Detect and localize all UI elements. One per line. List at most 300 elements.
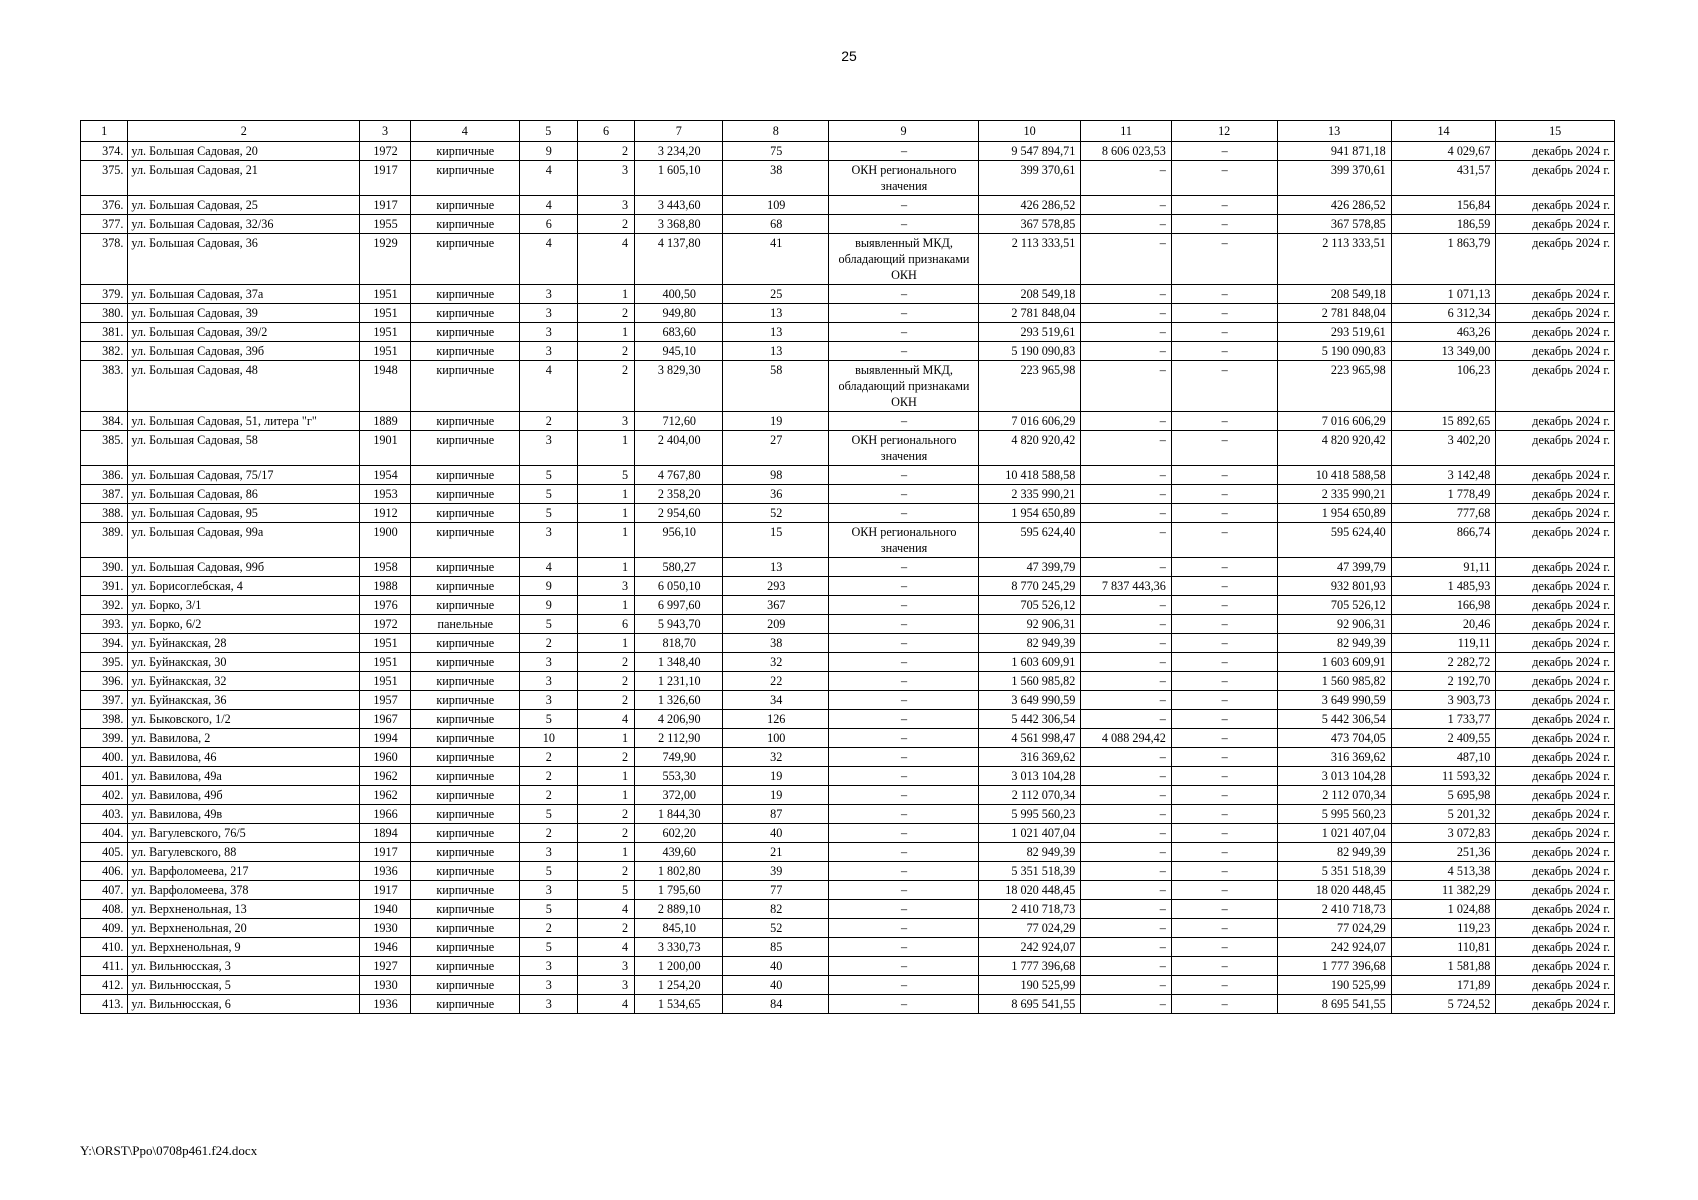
cell-completion-date: декабрь 2024 г.: [1496, 323, 1615, 342]
cell-cost-per-unit: 13 349,00: [1391, 342, 1496, 361]
table-row: [81, 215, 1615, 234]
cell-cost-col-11: –: [1081, 466, 1172, 485]
cell-cost-per-unit: 156,84: [1391, 196, 1496, 215]
cell-wall-material: кирпичные: [410, 672, 519, 691]
cell-floors: 5: [519, 938, 577, 957]
cell-entrances: 1: [577, 285, 634, 304]
cell-year-built: 1927: [360, 957, 411, 976]
cell-wall-material: кирпичные: [410, 824, 519, 843]
cell-cost-col-13: 2 410 718,73: [1277, 900, 1391, 919]
cell-entrances: 4: [577, 900, 634, 919]
cell-cost-col-13: 92 906,31: [1277, 615, 1391, 634]
cell-residents: 13: [723, 304, 829, 323]
cell-cost-per-unit: 106,23: [1391, 361, 1496, 412]
table-row: [81, 558, 1615, 577]
cell-row-number: 391.: [81, 577, 128, 596]
table-row: [81, 748, 1615, 767]
cell-completion-date: декабрь 2024 г.: [1496, 485, 1615, 504]
cell-cost-col-12: –: [1171, 672, 1277, 691]
cell-cost-per-unit: 11 593,32: [1391, 767, 1496, 786]
cell-wall-material: кирпичные: [410, 304, 519, 323]
file-path-footer: Y:\ORST\Ppo\0708p461.f24.docx: [80, 1143, 258, 1158]
cell-total-area: 749,90: [635, 748, 723, 767]
cell-completion-date: декабрь 2024 г.: [1496, 215, 1615, 234]
cell-year-built: 1972: [360, 615, 411, 634]
cell-entrances: 2: [577, 691, 634, 710]
cell-entrances: 1: [577, 843, 634, 862]
cell-floors: 2: [519, 767, 577, 786]
cell-floors: 5: [519, 710, 577, 729]
table-row: [81, 938, 1615, 957]
cell-cost-col-13: 595 624,40: [1277, 523, 1391, 558]
cell-row-number: 404.: [81, 824, 128, 843]
cell-cost-col-13: 208 549,18: [1277, 285, 1391, 304]
cell-cost-per-unit: 431,57: [1391, 161, 1496, 196]
cell-total-area: 3 234,20: [635, 142, 723, 161]
cell-wall-material: кирпичные: [410, 653, 519, 672]
cell-cost-col-12: –: [1171, 234, 1277, 285]
cell-floors: 3: [519, 342, 577, 361]
cell-address: ул. Борко, 3/1: [128, 596, 360, 615]
cell-cost-per-unit: 777,68: [1391, 504, 1496, 523]
cell-row-number: 388.: [81, 504, 128, 523]
cell-cost-col-12: –: [1171, 361, 1277, 412]
cell-residents: 38: [723, 161, 829, 196]
cell-row-number: 389.: [81, 523, 128, 558]
cell-total-cost: 399 370,61: [978, 161, 1080, 196]
column-number-5: 5: [519, 121, 577, 142]
cell-row-number: 403.: [81, 805, 128, 824]
cell-cost-col-11: –: [1081, 824, 1172, 843]
cell-cost-per-unit: 1 778,49: [1391, 485, 1496, 504]
cell-heritage-status: –: [829, 285, 979, 304]
cell-residents: 19: [723, 786, 829, 805]
cell-floors: 9: [519, 596, 577, 615]
cell-address: ул. Большая Садовая, 37а: [128, 285, 360, 304]
cell-year-built: 1954: [360, 466, 411, 485]
cell-completion-date: декабрь 2024 г.: [1496, 957, 1615, 976]
cell-total-area: 1 844,30: [635, 805, 723, 824]
cell-completion-date: декабрь 2024 г.: [1496, 900, 1615, 919]
cell-address: ул. Буйнакская, 36: [128, 691, 360, 710]
table-row: [81, 729, 1615, 748]
cell-year-built: 1946: [360, 938, 411, 957]
cell-total-area: 2 954,60: [635, 504, 723, 523]
table-row: [81, 431, 1615, 466]
cell-residents: 100: [723, 729, 829, 748]
table-row: [81, 577, 1615, 596]
cell-cost-col-13: 2 781 848,04: [1277, 304, 1391, 323]
cell-completion-date: декабрь 2024 г.: [1496, 285, 1615, 304]
cell-address: ул. Большая Садовая, 75/17: [128, 466, 360, 485]
cell-cost-col-11: –: [1081, 412, 1172, 431]
cell-heritage-status: –: [829, 615, 979, 634]
cell-year-built: 1951: [360, 672, 411, 691]
cell-heritage-status: –: [829, 824, 979, 843]
cell-residents: 32: [723, 653, 829, 672]
cell-cost-per-unit: 110,81: [1391, 938, 1496, 957]
cell-cost-col-11: –: [1081, 161, 1172, 196]
cell-cost-col-11: –: [1081, 653, 1172, 672]
cell-cost-col-11: –: [1081, 196, 1172, 215]
cell-floors: 3: [519, 843, 577, 862]
cell-wall-material: кирпичные: [410, 976, 519, 995]
cell-total-cost: 2 335 990,21: [978, 485, 1080, 504]
cell-cost-col-11: –: [1081, 361, 1172, 412]
cell-heritage-status: –: [829, 729, 979, 748]
cell-wall-material: кирпичные: [410, 634, 519, 653]
table-row: [81, 786, 1615, 805]
cell-cost-col-12: –: [1171, 285, 1277, 304]
cell-year-built: 1929: [360, 234, 411, 285]
cell-total-cost: 18 020 448,45: [978, 881, 1080, 900]
cell-cost-col-11: –: [1081, 995, 1172, 1014]
cell-heritage-status: –: [829, 466, 979, 485]
cell-cost-col-11: –: [1081, 342, 1172, 361]
column-number-6: 6: [577, 121, 634, 142]
cell-completion-date: декабрь 2024 г.: [1496, 431, 1615, 466]
cell-year-built: 1917: [360, 881, 411, 900]
cell-floors: 4: [519, 361, 577, 412]
cell-row-number: 407.: [81, 881, 128, 900]
cell-entrances: 2: [577, 862, 634, 881]
cell-wall-material: кирпичные: [410, 504, 519, 523]
cell-address: ул. Вильнюсская, 6: [128, 995, 360, 1014]
cell-completion-date: декабрь 2024 г.: [1496, 767, 1615, 786]
cell-wall-material: кирпичные: [410, 957, 519, 976]
cell-total-area: 372,00: [635, 786, 723, 805]
cell-cost-col-11: –: [1081, 748, 1172, 767]
cell-cost-col-12: –: [1171, 577, 1277, 596]
cell-completion-date: декабрь 2024 г.: [1496, 748, 1615, 767]
cell-row-number: 405.: [81, 843, 128, 862]
column-number-header-row: [81, 121, 1615, 142]
cell-cost-per-unit: 5 724,52: [1391, 995, 1496, 1014]
column-number-8: 8: [723, 121, 829, 142]
cell-cost-col-13: 316 369,62: [1277, 748, 1391, 767]
cell-floors: 2: [519, 919, 577, 938]
cell-total-cost: 5 442 306,54: [978, 710, 1080, 729]
cell-floors: 3: [519, 285, 577, 304]
cell-heritage-status: –: [829, 710, 979, 729]
cell-wall-material: кирпичные: [410, 938, 519, 957]
cell-year-built: 1936: [360, 995, 411, 1014]
cell-address: ул. Буйнакская, 32: [128, 672, 360, 691]
cell-residents: 77: [723, 881, 829, 900]
cell-heritage-status: –: [829, 653, 979, 672]
cell-total-cost: 242 924,07: [978, 938, 1080, 957]
cell-residents: 68: [723, 215, 829, 234]
cell-floors: 3: [519, 672, 577, 691]
cell-total-area: 6 050,10: [635, 577, 723, 596]
cell-year-built: 1976: [360, 596, 411, 615]
cell-year-built: 1972: [360, 142, 411, 161]
cell-year-built: 1967: [360, 710, 411, 729]
cell-heritage-status: –: [829, 938, 979, 957]
cell-total-cost: 8 695 541,55: [978, 995, 1080, 1014]
table-row: [81, 485, 1615, 504]
cell-cost-col-11: –: [1081, 558, 1172, 577]
cell-address: ул. Вавилова, 2: [128, 729, 360, 748]
table-row: [81, 615, 1615, 634]
cell-heritage-status: –: [829, 577, 979, 596]
cell-total-area: 4 767,80: [635, 466, 723, 485]
cell-cost-col-11: –: [1081, 304, 1172, 323]
cell-wall-material: кирпичные: [410, 485, 519, 504]
column-number-13: 13: [1277, 121, 1391, 142]
cell-total-area: 683,60: [635, 323, 723, 342]
cell-total-area: 1 348,40: [635, 653, 723, 672]
cell-year-built: 1889: [360, 412, 411, 431]
cell-address: ул. Большая Садовая, 99б: [128, 558, 360, 577]
cell-total-cost: 293 519,61: [978, 323, 1080, 342]
cell-cost-col-13: 223 965,98: [1277, 361, 1391, 412]
cell-total-cost: 595 624,40: [978, 523, 1080, 558]
table-row: [81, 881, 1615, 900]
cell-entrances: 1: [577, 485, 634, 504]
cell-address: ул. Большая Садовая, 25: [128, 196, 360, 215]
cell-cost-col-13: 5 351 518,39: [1277, 862, 1391, 881]
cell-wall-material: кирпичные: [410, 843, 519, 862]
cell-cost-col-13: 932 801,93: [1277, 577, 1391, 596]
table-row: [81, 672, 1615, 691]
cell-cost-col-11: –: [1081, 523, 1172, 558]
column-number-7: 7: [635, 121, 723, 142]
cell-cost-col-11: 7 837 443,36: [1081, 577, 1172, 596]
cell-cost-per-unit: 1 863,79: [1391, 234, 1496, 285]
cell-total-cost: 82 949,39: [978, 843, 1080, 862]
table-row: [81, 142, 1615, 161]
cell-entrances: 5: [577, 466, 634, 485]
cell-row-number: 385.: [81, 431, 128, 466]
cell-row-number: 409.: [81, 919, 128, 938]
cell-address: ул. Вавилова, 49а: [128, 767, 360, 786]
cell-cost-col-12: –: [1171, 767, 1277, 786]
cell-entrances: 2: [577, 824, 634, 843]
cell-wall-material: кирпичные: [410, 161, 519, 196]
cell-cost-col-13: 4 820 920,42: [1277, 431, 1391, 466]
cell-year-built: 1953: [360, 485, 411, 504]
column-number-2: 2: [128, 121, 360, 142]
table-row: [81, 304, 1615, 323]
cell-residents: 13: [723, 323, 829, 342]
cell-entrances: 3: [577, 577, 634, 596]
cell-address: ул. Варфоломеева, 378: [128, 881, 360, 900]
table-body: [81, 121, 1615, 1014]
cell-total-cost: 1 560 985,82: [978, 672, 1080, 691]
cell-wall-material: кирпичные: [410, 710, 519, 729]
table-row: [81, 504, 1615, 523]
cell-cost-col-13: 5 190 090,83: [1277, 342, 1391, 361]
cell-completion-date: декабрь 2024 г.: [1496, 805, 1615, 824]
cell-row-number: 392.: [81, 596, 128, 615]
cell-year-built: 1917: [360, 843, 411, 862]
cell-heritage-status: –: [829, 596, 979, 615]
cell-residents: 38: [723, 634, 829, 653]
cell-heritage-status: ОКН регионального значения: [829, 431, 979, 466]
cell-total-cost: 5 190 090,83: [978, 342, 1080, 361]
cell-entrances: 3: [577, 196, 634, 215]
cell-row-number: 396.: [81, 672, 128, 691]
cell-row-number: 402.: [81, 786, 128, 805]
cell-entrances: 2: [577, 215, 634, 234]
cell-heritage-status: –: [829, 786, 979, 805]
table-row: [81, 767, 1615, 786]
cell-entrances: 1: [577, 504, 634, 523]
cell-cost-col-13: 5 442 306,54: [1277, 710, 1391, 729]
cell-wall-material: кирпичные: [410, 342, 519, 361]
cell-heritage-status: –: [829, 672, 979, 691]
cell-cost-col-11: –: [1081, 504, 1172, 523]
cell-heritage-status: –: [829, 862, 979, 881]
cell-wall-material: кирпичные: [410, 142, 519, 161]
cell-cost-per-unit: 3 142,48: [1391, 466, 1496, 485]
cell-completion-date: декабрь 2024 г.: [1496, 653, 1615, 672]
cell-cost-per-unit: 1 071,13: [1391, 285, 1496, 304]
cell-total-cost: 2 781 848,04: [978, 304, 1080, 323]
cell-total-area: 4 137,80: [635, 234, 723, 285]
cell-entrances: 4: [577, 995, 634, 1014]
cell-total-area: 945,10: [635, 342, 723, 361]
cell-cost-col-12: –: [1171, 805, 1277, 824]
cell-total-area: 1 605,10: [635, 161, 723, 196]
cell-cost-col-12: –: [1171, 466, 1277, 485]
table-row: [81, 710, 1615, 729]
cell-wall-material: кирпичные: [410, 805, 519, 824]
cell-cost-per-unit: 5 201,32: [1391, 805, 1496, 824]
cell-year-built: 1917: [360, 196, 411, 215]
cell-row-number: 413.: [81, 995, 128, 1014]
cell-cost-col-13: 82 949,39: [1277, 634, 1391, 653]
cell-wall-material: кирпичные: [410, 729, 519, 748]
cell-cost-col-13: 1 021 407,04: [1277, 824, 1391, 843]
cell-cost-col-13: 1 560 985,82: [1277, 672, 1391, 691]
cell-address: ул. Большая Садовая, 51, литера "г": [128, 412, 360, 431]
cell-total-area: 1 534,65: [635, 995, 723, 1014]
cell-total-area: 1 326,60: [635, 691, 723, 710]
cell-total-cost: 5 995 560,23: [978, 805, 1080, 824]
cell-row-number: 390.: [81, 558, 128, 577]
cell-cost-col-13: 47 399,79: [1277, 558, 1391, 577]
cell-year-built: 1930: [360, 919, 411, 938]
cell-cost-col-13: 7 016 606,29: [1277, 412, 1391, 431]
cell-cost-col-11: –: [1081, 672, 1172, 691]
cell-total-cost: 92 906,31: [978, 615, 1080, 634]
column-number-4: 4: [410, 121, 519, 142]
cell-cost-col-12: –: [1171, 485, 1277, 504]
cell-cost-col-12: –: [1171, 142, 1277, 161]
cell-completion-date: декабрь 2024 г.: [1496, 361, 1615, 412]
cell-cost-col-12: –: [1171, 995, 1277, 1014]
cell-cost-per-unit: 4 029,67: [1391, 142, 1496, 161]
cell-cost-col-11: –: [1081, 596, 1172, 615]
cell-total-cost: 3 013 104,28: [978, 767, 1080, 786]
cell-address: ул. Буйнакская, 28: [128, 634, 360, 653]
cell-wall-material: кирпичные: [410, 900, 519, 919]
cell-entrances: 2: [577, 919, 634, 938]
cell-cost-per-unit: 3 402,20: [1391, 431, 1496, 466]
cell-address: ул. Вавилова, 49в: [128, 805, 360, 824]
cell-cost-col-12: –: [1171, 824, 1277, 843]
cell-heritage-status: –: [829, 142, 979, 161]
cell-wall-material: кирпичные: [410, 881, 519, 900]
cell-total-cost: 2 113 333,51: [978, 234, 1080, 285]
cell-year-built: 1957: [360, 691, 411, 710]
cell-cost-col-11: –: [1081, 805, 1172, 824]
cell-entrances: 2: [577, 342, 634, 361]
cell-address: ул. Вагулевского, 76/5: [128, 824, 360, 843]
cell-cost-per-unit: 463,26: [1391, 323, 1496, 342]
cell-row-number: 381.: [81, 323, 128, 342]
cell-cost-col-13: 3 013 104,28: [1277, 767, 1391, 786]
cell-cost-col-12: –: [1171, 412, 1277, 431]
cell-total-cost: 367 578,85: [978, 215, 1080, 234]
cell-total-area: 3 330,73: [635, 938, 723, 957]
cell-residents: 27: [723, 431, 829, 466]
cell-total-area: 6 997,60: [635, 596, 723, 615]
cell-entrances: 4: [577, 710, 634, 729]
cell-wall-material: кирпичные: [410, 786, 519, 805]
cell-cost-col-11: –: [1081, 431, 1172, 466]
cell-cost-col-12: –: [1171, 634, 1277, 653]
cell-heritage-status: –: [829, 900, 979, 919]
cell-cost-per-unit: 119,23: [1391, 919, 1496, 938]
table-row: [81, 976, 1615, 995]
cell-row-number: 408.: [81, 900, 128, 919]
cell-year-built: 1955: [360, 215, 411, 234]
cell-cost-per-unit: 4 513,38: [1391, 862, 1496, 881]
cell-floors: 5: [519, 862, 577, 881]
cell-total-cost: 10 418 588,58: [978, 466, 1080, 485]
cell-wall-material: кирпичные: [410, 862, 519, 881]
cell-floors: 9: [519, 577, 577, 596]
cell-entrances: 5: [577, 881, 634, 900]
cell-address: ул. Большая Садовая, 86: [128, 485, 360, 504]
cell-entrances: 1: [577, 596, 634, 615]
cell-total-cost: 316 369,62: [978, 748, 1080, 767]
cell-cost-per-unit: 1 733,77: [1391, 710, 1496, 729]
cell-cost-per-unit: 1 581,88: [1391, 957, 1496, 976]
cell-row-number: 377.: [81, 215, 128, 234]
cell-total-area: 4 206,90: [635, 710, 723, 729]
cell-entrances: 2: [577, 672, 634, 691]
cell-row-number: 383.: [81, 361, 128, 412]
cell-completion-date: декабрь 2024 г.: [1496, 196, 1615, 215]
cell-wall-material: кирпичные: [410, 431, 519, 466]
cell-floors: 3: [519, 976, 577, 995]
cell-year-built: 1894: [360, 824, 411, 843]
cell-entrances: 1: [577, 786, 634, 805]
cell-residents: 21: [723, 843, 829, 862]
cell-wall-material: кирпичные: [410, 323, 519, 342]
cell-total-area: 1 254,20: [635, 976, 723, 995]
cell-completion-date: декабрь 2024 г.: [1496, 691, 1615, 710]
cell-row-number: 378.: [81, 234, 128, 285]
cell-completion-date: декабрь 2024 г.: [1496, 634, 1615, 653]
cell-cost-col-13: 1 954 650,89: [1277, 504, 1391, 523]
cell-total-cost: 1 021 407,04: [978, 824, 1080, 843]
cell-wall-material: кирпичные: [410, 285, 519, 304]
cell-floors: 2: [519, 824, 577, 843]
cell-cost-col-11: –: [1081, 881, 1172, 900]
cell-cost-col-12: –: [1171, 431, 1277, 466]
cell-row-number: 397.: [81, 691, 128, 710]
cell-cost-col-12: –: [1171, 881, 1277, 900]
cell-completion-date: декабрь 2024 г.: [1496, 577, 1615, 596]
cell-cost-per-unit: 119,11: [1391, 634, 1496, 653]
cell-wall-material: кирпичные: [410, 523, 519, 558]
cell-cost-col-12: –: [1171, 653, 1277, 672]
